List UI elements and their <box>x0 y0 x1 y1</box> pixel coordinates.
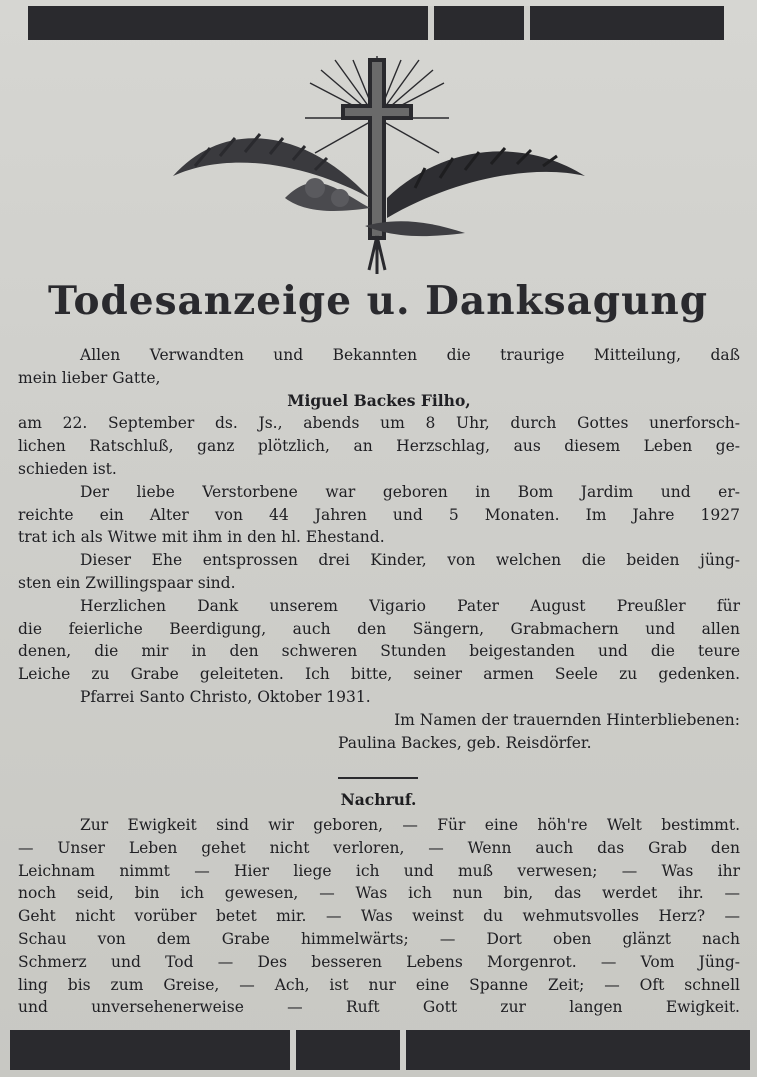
deceased-name: Miguel Backes Filho, <box>287 390 471 410</box>
text-line: lichen Ratschluß, ganz plötzlich, an Herzschlag, aus diesem Leben ge- <box>18 437 740 456</box>
text-line: reichte ein Alter von 44 Jahren und 5 Monaten. Im Jahre 1927 <box>18 505 740 524</box>
text-line: die feierliche Beerdigung, auch den Sängern, Grabmachern und allen <box>18 619 740 638</box>
text-line: sten ein Zwillingspaar sind. <box>18 573 236 592</box>
text-line: Der liebe Verstorbene war geboren in Bom Jardim und er- <box>80 482 740 501</box>
signature-name: Paulina Backes, geb. Reisdörfer. <box>338 733 592 752</box>
page-title: Todesanzeige u. Danksagung <box>47 278 709 324</box>
text-line: am 22. September ds. Js., abends um 8 Uhr, durch Gottes unerforsch- <box>18 414 740 433</box>
signature-intro: Im Namen der trauernden Hinterbliebenen: <box>394 710 740 729</box>
text-line: denen, die mir in den schweren Stunden beigestanden und die teure <box>18 642 740 661</box>
poem-line: Schau von dem Grabe himmelwärts; — Dort oben glänzt nach <box>18 929 740 948</box>
text-line: Allen Verwandten und Bekannten die traurige Mitteilung, daß <box>80 346 740 364</box>
text-line: trat ich als Witwe mit ihm in den hl. Ehestand. <box>18 528 385 547</box>
text-line: mein lieber Gatte, <box>18 368 161 387</box>
text-line: Herzlichen Dank unserem Vigario Pater August Preußler für <box>80 596 740 615</box>
section-divider <box>338 777 418 779</box>
poem-line: ling bis zum Greise, — Ach, ist nur eine Spanne Zeit; — Oft schnell <box>18 975 740 994</box>
cross-with-rays-and-palm-branches-icon <box>165 48 590 276</box>
nachruf-heading: Nachruf. <box>340 790 417 809</box>
notice-body <box>18 344 740 754</box>
poem-line: noch seid, bin ich gewesen, — Was ich nun bin, das werdet ihr. — <box>18 884 740 903</box>
poem-line: und unversehenerweise — Ruft Gott zur langen Ewigkeit. <box>18 998 740 1017</box>
text-line: Dieser Ehe entsprossen drei Kinder, von welchen die beiden jüng- <box>80 551 740 570</box>
bottom-border-bar <box>10 1030 750 1070</box>
poem-line: Zur Ewigkeit sind wir geboren, — Für eine höh're Welt bestimmt. <box>80 816 740 834</box>
top-border-bar <box>28 6 724 40</box>
poem-line: Geht nicht vorüber betet mir. — Was weinst du wehmutsvolles Herz? — <box>18 907 740 926</box>
nachruf-poem <box>18 814 740 1019</box>
poem-line: — Unser Leben gehet nicht verloren, — Wenn auch das Grab den <box>18 838 740 857</box>
text-line: Leiche zu Grabe geleiteten. Ich bitte, seiner armen Seele zu gedenken. <box>18 665 740 684</box>
place-date-line: Pfarrei Santo Christo, Oktober 1931. <box>80 687 371 706</box>
poem-line: Leichnam nimmt — Hier liege ich und muß verwesen; — Was ihr <box>18 861 740 880</box>
poem-line: Schmerz und Tod — Des besseren Lebens Morgenrot. — Vom Jüng- <box>18 952 740 971</box>
text-line: schieden ist. <box>18 459 117 478</box>
